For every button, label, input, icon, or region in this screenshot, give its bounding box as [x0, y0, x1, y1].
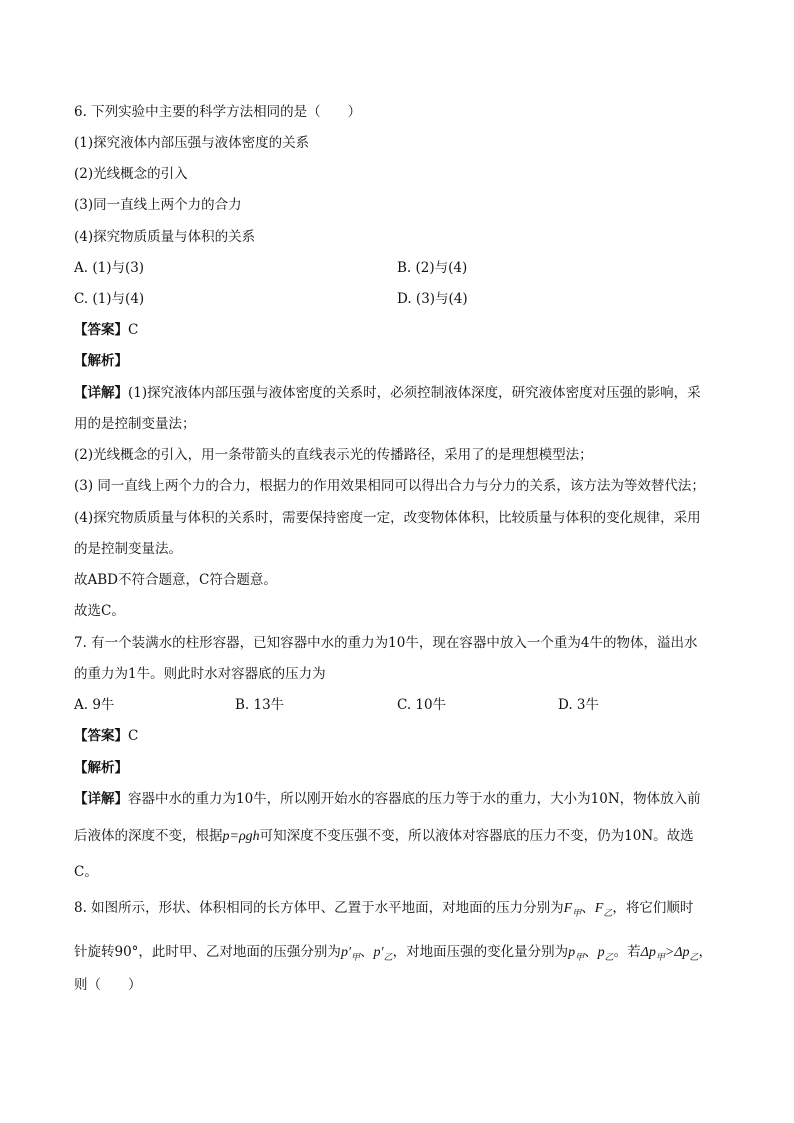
detail-text: (1)探究液体内部压强与液体密度的关系时，必须控制液体深度，研究液体密度对压强的影响，采	[128, 385, 701, 401]
answer-tag: 【答案】	[74, 728, 128, 744]
q6-item-4: (4)探究物质质量与体积的关系	[74, 229, 256, 245]
q7-option-b: B. 13牛	[235, 697, 285, 713]
analysis-tag: 【解析】	[74, 760, 128, 776]
q6-option-a: A. (1)与(3)	[74, 260, 145, 276]
q7-option-c: C. 10牛	[397, 697, 447, 713]
q6-item-1: (1)探究液体内部压强与液体密度的关系	[74, 135, 310, 151]
q6-option-d: D. (3)与(4)	[397, 291, 468, 307]
symbol-delta-p: Δp	[640, 945, 656, 960]
q6-detail-line-3: (2)光线概念的引入，用一条带箭头的直线表示光的传播路径，采用了的是理想模型法；	[74, 447, 593, 463]
subscript-jia: 甲	[655, 951, 665, 962]
F-jia	[564, 901, 582, 916]
q6-detail-line-5: (4)探究物质质量与体积的关系时，需要保持密度一定，改变物体体积，比较质量与体积的变化规律，采用	[74, 510, 701, 526]
detail-text: 后液体的深度不变，根据	[74, 828, 223, 844]
q7-stem-line-1: 7. 有一个装满水的柱形容器，已知容器中水的重力为10牛，现在容器中放入一个重为4牛的物体，溢出水	[74, 635, 698, 651]
symbol-delta-p: Δp	[674, 945, 690, 960]
subscript-yi: 乙	[383, 951, 393, 962]
q6-analysis-tag	[74, 351, 128, 371]
symbol-p-prime: p′	[373, 945, 384, 960]
subscript-yi: 乙	[689, 951, 699, 962]
q7-detail-line-1	[74, 789, 701, 809]
symbol-p-prime: p′	[340, 945, 351, 960]
q6-detail-line-7: 故ABD不符合题意，C符合题意。	[74, 572, 277, 588]
q7-detail-line-2	[74, 826, 694, 847]
detail-tag: 【详解】	[74, 385, 128, 401]
subscript-yi: 乙	[603, 907, 613, 918]
q8-text: 针旋转90°，此时甲、乙对地面的压强分别为	[74, 944, 341, 960]
q8-text: 8. 如图所示，形状、体积相同的长方体甲、乙置于水平地面，对地面的压力分别为	[74, 900, 564, 916]
q8-text: ，将它们顺时	[612, 900, 694, 916]
q8-text: ，	[698, 944, 713, 960]
q7-analysis-tag	[74, 758, 128, 778]
symbol-F: F	[594, 901, 604, 916]
subscript-jia: 甲	[572, 907, 582, 918]
F-yi	[595, 901, 613, 916]
p-prime-yi	[374, 945, 393, 960]
detail-text: 容器中水的重力为10牛，所以刚开始水的容器底的压力等于水的重力，大小为10N，物体放入前	[128, 791, 701, 807]
delta-p-yi	[674, 945, 698, 960]
q8-stem-line-3: 则（ ）	[74, 977, 142, 993]
answer-value: C	[128, 322, 139, 338]
q7-option-a: A. 9牛	[74, 697, 115, 713]
analysis-tag: 【解析】	[74, 353, 128, 369]
detail-tag: 【详解】	[74, 791, 128, 807]
subscript-jia: 甲	[351, 951, 361, 962]
symbol-p: p	[568, 945, 576, 960]
greater-than: >	[664, 945, 675, 960]
q7-option-d: D. 3牛	[558, 697, 600, 713]
answer-value: C	[128, 728, 139, 744]
q6-stem: 6. 下列实验中主要的科学方法相同的是（ ）	[74, 104, 362, 120]
p-yi	[598, 945, 614, 960]
detail-text: 可知深度不变压强不变，所以液体对容器底的压力不变，仍为10N。故选	[259, 828, 694, 844]
symbol-p: p	[597, 945, 605, 960]
q6-answer	[74, 320, 138, 340]
subscript-jia: 甲	[575, 951, 585, 962]
q6-item-3: (3)同一直线上两个力的合力	[74, 197, 242, 213]
symbol-F: F	[563, 901, 573, 916]
formula: p=ρgh	[222, 829, 260, 844]
q7-detail-line-3: C。	[74, 864, 98, 880]
subscript-yi: 乙	[604, 951, 614, 962]
q6-detail-line-8: 故选C。	[74, 603, 125, 619]
q6-detail-line-6: 的是控制变量法。	[74, 541, 182, 557]
separator: 、	[360, 944, 374, 960]
q8-stem-line-2	[74, 942, 712, 967]
q6-option-b: B. (2)与(4)	[397, 260, 468, 276]
q6-option-c: C. (1)与(4)	[74, 291, 145, 307]
answer-tag: 【答案】	[74, 322, 128, 338]
q8-text: 。若	[613, 944, 641, 960]
q7-answer	[74, 726, 138, 746]
p-jia	[568, 945, 584, 960]
q6-detail-line-1	[74, 383, 701, 403]
q8-stem-line-1	[74, 898, 693, 923]
separator: 、	[584, 944, 598, 960]
q6-detail-line-2: 用的是控制变量法；	[74, 416, 196, 432]
p-prime-jia	[341, 945, 360, 960]
q8-text: ，对地面压强的变化量分别为	[392, 944, 569, 960]
q6-detail-line-4: (3) 同一直线上两个力的合力，根据力的作用效果相同可以得出合力与分力的关系，该方法为等效替代法；	[74, 478, 705, 494]
q7-stem-line-2: 的重力为1牛。则此时水对容器底的压力为	[74, 666, 326, 682]
q6-item-2: (2)光线概念的引入	[74, 166, 188, 182]
delta-p-jia	[641, 945, 665, 960]
separator: 、	[581, 900, 595, 916]
